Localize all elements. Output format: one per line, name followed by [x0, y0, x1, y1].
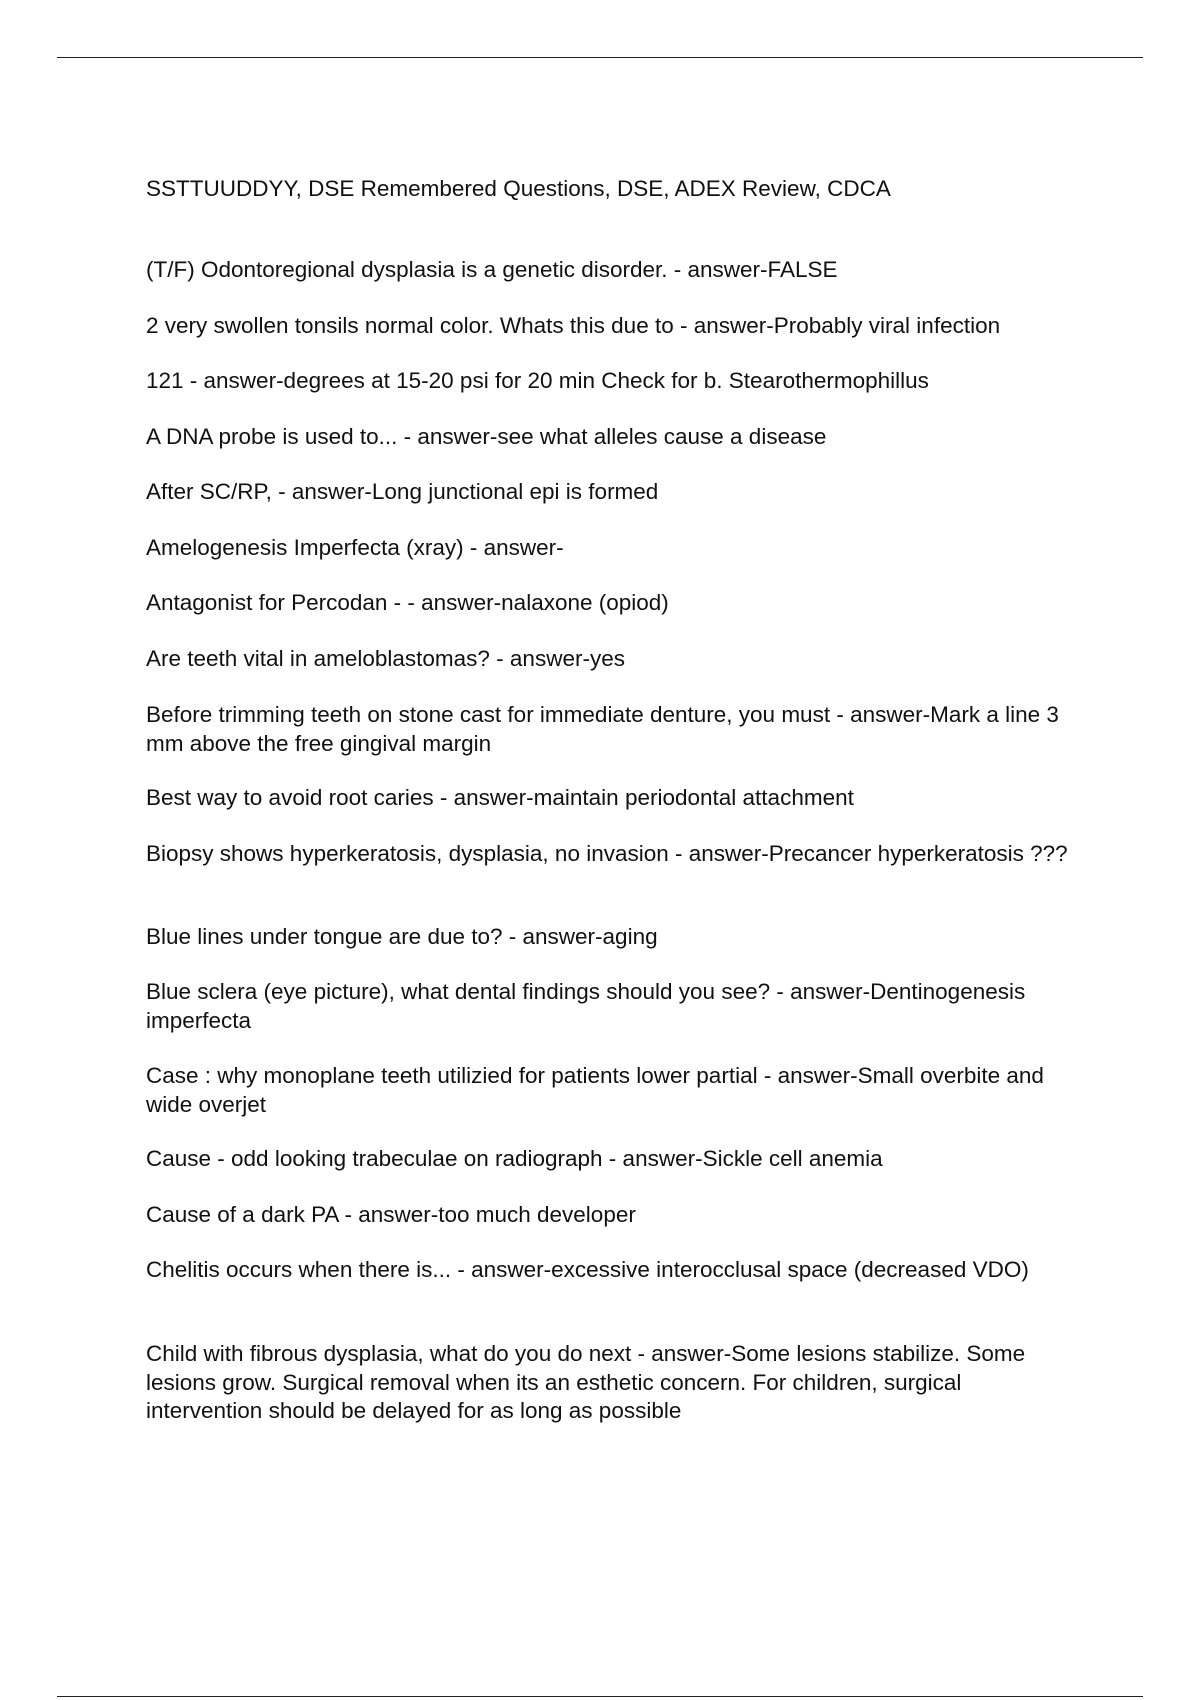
qa-item: 2 very swollen tonsils normal color. Whats this due to - answer-Probably viral infection — [146, 313, 1001, 338]
qa-item: (T/F) Odontoregional dysplasia is a genetic disorder. - answer-FALSE — [146, 257, 838, 282]
qa-item: Blue sclera (eye picture), what dental findings should you see? - answer-Dentinogenesis imperfecta — [146, 979, 1026, 1033]
qa-item: Are teeth vital in ameloblastomas? - answer-yes — [146, 646, 625, 671]
qa-item: 121 - answer-degrees at 15-20 psi for 20 min Check for b. Stearothermophillus — [146, 368, 929, 393]
qa-item: Cause of a dark PA - answer-too much developer — [146, 1202, 636, 1227]
qa-item: Best way to avoid root caries - answer-maintain periodontal attachment — [146, 785, 854, 810]
qa-item: Amelogenesis Imperfecta (xray) - answer- — [146, 535, 564, 560]
qa-item: After SC/RP, - answer-Long junctional epi is formed — [146, 479, 659, 504]
qa-item: Chelitis occurs when there is... - answer-excessive interocclusal space (decreased VDO) — [146, 1257, 1029, 1282]
qa-item: Antagonist for Percodan - - answer-nalaxone (opiod) — [146, 590, 669, 615]
qa-item: Before trimming teeth on stone cast for immediate denture, you must - answer-Mark a line 3 mm above the free gingival margin — [146, 702, 1059, 756]
document-title: SSTTUUDDYY, DSE Remembered Questions, DSE, ADEX Review, CDCA — [146, 176, 891, 201]
qa-item: A DNA probe is used to... - answer-see what alleles cause a disease — [146, 424, 827, 449]
bottom-rule — [57, 1696, 1143, 1697]
qa-item: Cause - odd looking trabeculae on radiograph - answer-Sickle cell anemia — [146, 1146, 883, 1171]
qa-item: Biopsy shows hyperkeratosis, dysplasia, no invasion - answer-Precancer hyperkeratosis ??? — [146, 841, 1068, 866]
qa-item: Child with fibrous dysplasia, what do you do next - answer-Some lesions stabilize. Some lesions grow. Surgical removal when its an esthetic concern. For children, surgical intervention should be delayed for as long as possible — [146, 1341, 1026, 1423]
qa-item: Blue lines under tongue are due to? - answer-aging — [146, 924, 658, 949]
qa-item: Case : why monoplane teeth utilizied for patients lower partial - answer-Small overbite and wide overjet — [146, 1063, 1044, 1117]
top-rule — [57, 57, 1143, 58]
